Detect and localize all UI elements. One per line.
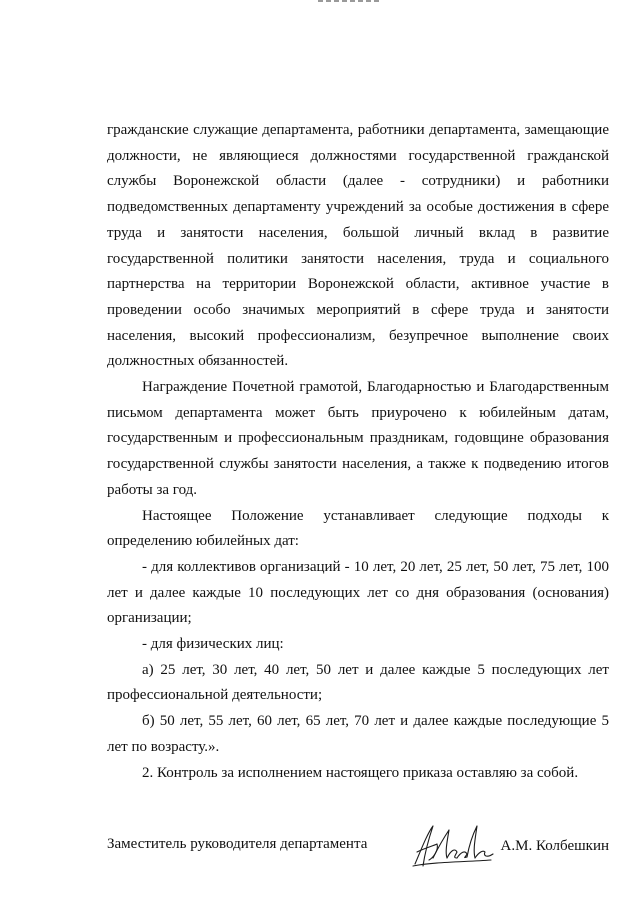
- paragraph-anniversary-approach: Настоящее Положение устанавливает следующие подходы к определению юбилейных дат:: [107, 507, 609, 550]
- paragraph-individuals: - для физических лиц:: [142, 636, 284, 653]
- handwritten-signature: [403, 822, 499, 870]
- paragraph-age-years: б) 50 лет, 55 лет, 60 лет, 65 лет, 70 лет и далее каждые последующие 5 лет по возрасту.».: [107, 713, 609, 755]
- signature-block: [107, 822, 609, 872]
- paragraph-employees: гражданские служащие департамента, работники департамента, замещающие должности, не являющиеся должностями государственной гражданской службы Воронежской области (далее - сотрудники) и работники подведомственных департаменту учреждений за особые достижения в сфере труда и занятости населения, большой личный вклад в развитие государственной политики занятости населения, труда и социального партнерства на территории Воронежской области, активное участие в проведении особо значимых мероприятий в сфере труда и занятости населения, высокий профессионализм, безупречное выполнение своих должностных обязанностей.: [107, 122, 609, 370]
- signer-name: А.М. Колбешкин: [500, 838, 609, 854]
- page-top-mark: [318, 0, 382, 2]
- paragraph-organizations: - для коллективов организаций - 10 лет, 20 лет, 25 лет, 50 лет, 75 лет, 100 лет и далее каждые 10 последующих лет со дня образования (основания) организации;: [107, 558, 609, 627]
- paragraph-professional-years: а) 25 лет, 30 лет, 40 лет, 50 лет и далее каждые 5 последующих лет профессиональной деятельности;: [107, 661, 609, 704]
- paragraph-awards-timing: Награждение Почетной грамотой, Благодарностью и Благодарственным письмом департамента может быть приурочено к юбилейным датам, государственным и профессиональным праздникам, годовщине образования государственной службы занятости населения, а также к подведению итогов работы за год.: [107, 379, 609, 498]
- document-body: [107, 118, 609, 786]
- signer-title: Заместитель руководителя департамента: [107, 836, 368, 852]
- paragraph-control: 2. Контроль за исполнением настоящего приказа оставляю за собой.: [142, 764, 579, 781]
